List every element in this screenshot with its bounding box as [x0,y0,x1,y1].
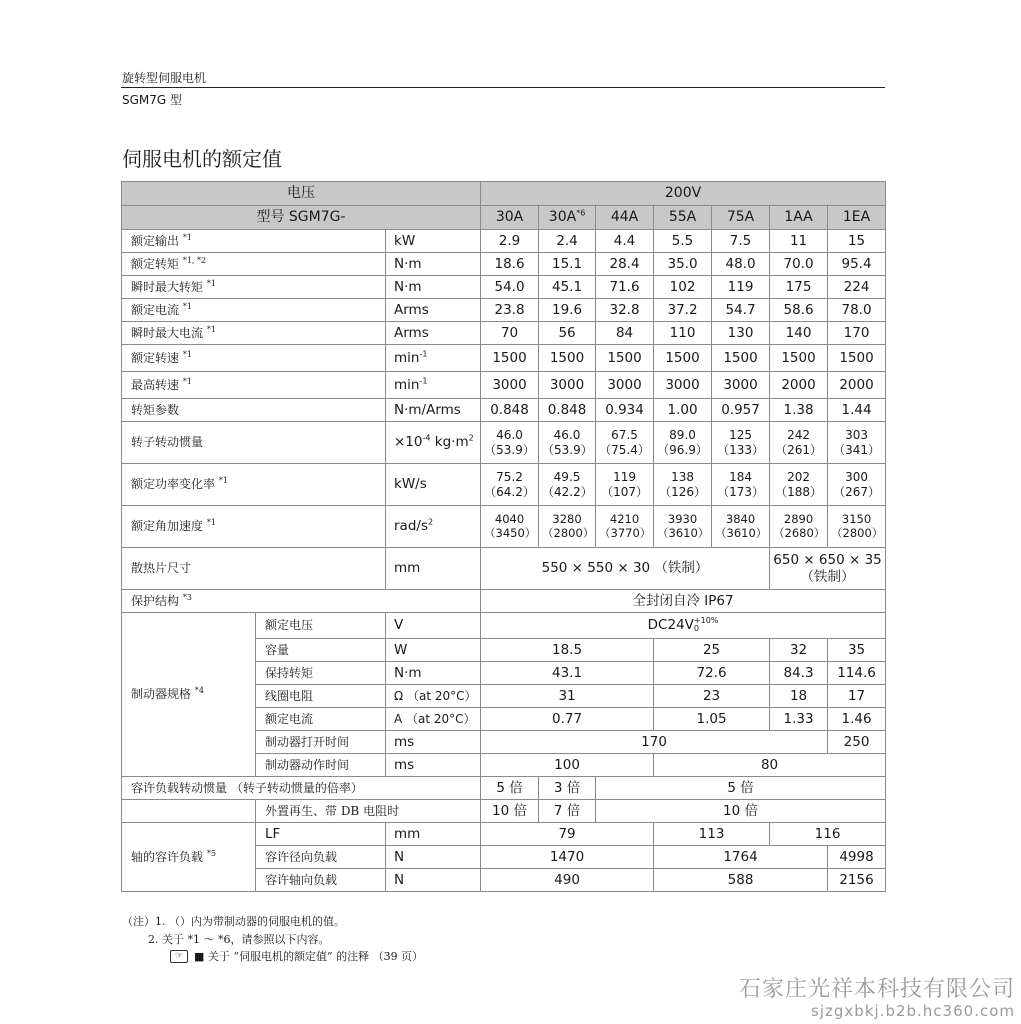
watermark-company: 石家庄光祥本科技有限公司 [738,977,1015,1002]
model-cell: 44A [596,206,654,230]
pointing-hand-icon: ☞ [170,950,188,963]
row-rated-current: 额定电流 $^{*1}$ Arms 23.8 19.6 32.8 37.2 54.7 58.6 78.0 [122,299,886,322]
header-category: 旋转型伺服电机 [122,71,207,85]
brake-spec-label: 制动器规格 $^{*4}$ [122,613,256,777]
row-rotor-inertia: 转子转动惯量 $\times 10^{-4}$ $kg\cdot m^2$ 46.0 （53.9） 46.0 （53.9） 67.5 （75.4） 89.0 （96.9） 125 （133） 242 （261） 303 （341） [122,422,886,464]
row-peak-current: 瞬时最大电流 $^{*1}$ Arms 70 56 84 110 130 140 170 [122,322,886,345]
model-cell: 1EA [828,206,886,230]
voltage-row [122,182,886,206]
row-rated-torque: 额定转矩 $^{*1, *2}$ N·m 18.6 15.1 28.4 35.0 48.0 70.0 95.4 [122,253,886,276]
row-brake-capacity: 容量 W 18.5 25 32 35 [122,639,886,662]
row-brake-operate-time: 制动器动作时间 ms 100 80 [122,754,886,777]
note-2: 2. 关于 *1 ～ *6，请参照以下内容。 [148,932,330,946]
row-rated-output: 额定输出 $^{*1}$ kW 2.9 2.4 4.4 5.5 7.5 11 15 [122,230,886,253]
row-brake-rated-current: 额定电流 A （at 20°C） 0.77 1.05 1.33 1.46 [122,708,886,731]
row-brake-coil-resistance: 线圈电阻 Ω （at 20°C） 31 23 18 17 [122,685,886,708]
row-shaft-radial: 容许径向负载 N 1470 1764 4998 [122,846,886,869]
row-load-inertia: 容许负载转动惯量 （转子转动惯量的倍率） 5 倍 3 倍 5 倍 [122,777,886,800]
row-shaft-lf: 轴的容许负载 $^{*5}$ LF mm 79 113 116 [122,823,886,846]
model-cell: 55A [654,206,712,230]
model-row [122,206,886,230]
shaft-load-label: 轴的容许负载 $^{*5}$ [122,823,256,892]
row-rated-speed: 额定转速 $^{*1}$ $\min^{-1}$ 1500 1500 1500 1500 1500 1500 1500 [122,345,886,372]
header-model-series: SGM7G 型 [122,93,183,107]
row-protection: 保护结构 $^{*3}$ 全封闭自冷 IP67 [122,590,886,613]
notes [122,913,423,966]
voltage-label: 电压 [122,182,481,206]
model-label: 型号 SGM7G- [122,206,481,230]
row-brake-holding-torque: 保持转矩 N·m 43.1 72.6 84.3 114.6 [122,662,886,685]
note-3-text[interactable]: ■ 关于 “伺服电机的额定值” 的注释 （39 页） [194,950,424,964]
row-peak-torque: 瞬时最大转矩 $^{*1}$ N·m 54.0 45.1 71.6 102 119 175 224 [122,276,886,299]
row-brake-voltage: 制动器规格 $^{*4}$ 额定电压 V DC24V+10% 0 [122,613,886,639]
watermark-domain: sjzgxbkj.b2b.hc360.com [811,1002,1015,1020]
model-cell: 1AA [770,206,828,230]
model-cell: $30A^{*6}$ [539,206,596,230]
page-title: 伺服电机的额定值 [122,147,282,171]
header-divider [121,87,885,88]
model-cell: 75A [712,206,770,230]
row-power-rate: 额定功率变化率 $^{*1}$ kW/s 75.2 （64.2） 49.5 （42.2） 119 （107） 138 （126） 184 （173） 202 （188） 300 （267） [122,464,886,506]
row-shaft-axial: 容许轴向负载 N 490 588 2156 [122,869,886,892]
rating-table [121,181,886,892]
row-heatsink: 散热片尺寸 mm 550 × 550 × 30 （铁制） 650 × 650 × 35 （铁制） [122,548,886,590]
note-3 [122,948,423,966]
row-torque-constant: 转矩参数 N·m/Arms 0.848 0.848 0.934 1.00 0.957 1.38 1.44 [122,399,886,422]
row-load-inertia-regen: 外置再生、带 DB 电阻时 10 倍 7 倍 10 倍 [122,800,886,823]
row-brake-release-time: 制动器打开时间 ms 170 250 [122,731,886,754]
row-angular-acceleration: 额定角加速度 $^{*1}$ rad/$s^2$ 4040 （3450） 3280 （2800） 4210 （3770） 3930 （3610） 3840 （3610） 2890 （2680） 3150 （2800） [122,506,886,548]
model-cell: 30A [481,206,539,230]
voltage-value: 200V [481,182,886,206]
row-max-speed: 最高转速 $^{*1}$ $\min^{-1}$ 3000 3000 3000 3000 3000 2000 2000 [122,372,886,399]
note-1: （注）1. （）内为带制动器的伺服电机的值。 [122,915,345,928]
